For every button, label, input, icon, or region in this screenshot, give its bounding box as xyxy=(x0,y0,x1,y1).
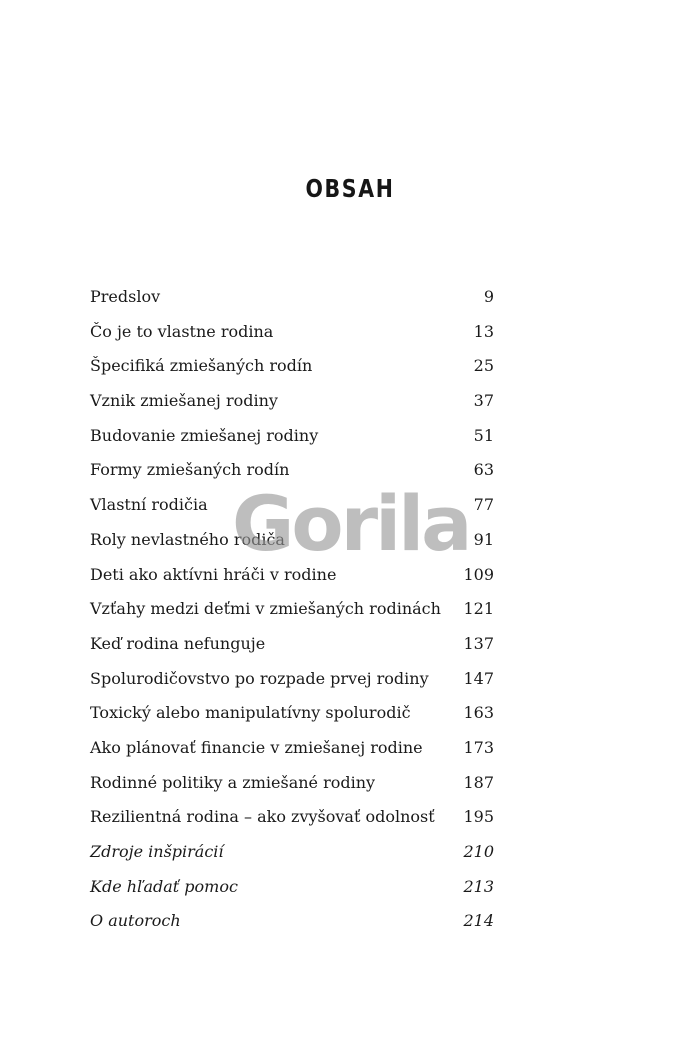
toc-entry-page: 109 xyxy=(463,564,494,584)
toc-entry-title: Zdroje inšpirácií xyxy=(90,842,224,861)
toc-entry xyxy=(90,665,494,700)
page-heading: OBSAH xyxy=(305,174,395,203)
toc-entry xyxy=(90,561,494,596)
toc-entry xyxy=(90,630,494,665)
toc-entry-title: Ako plánovať financie v zmiešanej rodine xyxy=(90,737,423,757)
toc-entry-page: 9 xyxy=(483,287,494,306)
toc-entry-page: 51 xyxy=(473,425,494,445)
toc-entry-page: 63 xyxy=(473,460,494,480)
toc-entry-title: Deti ako aktívni hráči v rodine xyxy=(90,564,337,584)
toc-entry-title: Keď rodina nefunguje xyxy=(90,633,266,653)
toc-entry xyxy=(90,699,494,734)
toc-entry xyxy=(90,838,494,873)
toc-entry-title: Rezilientná rodina – ako zvyšovať odolnosť xyxy=(90,807,435,827)
toc-entry-page: 187 xyxy=(463,772,494,792)
toc-entry-title: Predslov xyxy=(90,287,161,306)
toc-entry xyxy=(90,526,494,561)
toc-entry xyxy=(90,318,494,353)
toc-entry-page: 37 xyxy=(473,391,494,411)
toc-entry-title: Budovanie zmiešanej rodiny xyxy=(90,425,319,445)
toc-entry xyxy=(90,769,494,804)
toc-entry-page: 91 xyxy=(473,529,494,549)
toc-entry-title: Vzťahy medzi deťmi v zmiešaných rodinách xyxy=(90,599,441,619)
toc-entry-page: 213 xyxy=(463,876,494,896)
toc-entry xyxy=(90,907,494,942)
toc-entry-title: Roly nevlastného rodiča xyxy=(90,529,285,549)
toc-entry-page: 13 xyxy=(473,321,494,341)
toc-entry-page: 77 xyxy=(473,495,494,515)
toc-entry xyxy=(90,595,494,630)
watermark-logo: Gorila xyxy=(232,479,470,568)
toc-entry-title: O autoroch xyxy=(90,911,181,931)
toc-entry-page: 163 xyxy=(463,703,494,723)
table-of-contents xyxy=(90,283,494,942)
toc-entry-title: Čo je to vlastne rodina xyxy=(90,321,274,341)
toc-entry xyxy=(90,491,494,526)
toc-entry-page: 147 xyxy=(463,668,494,688)
toc-entry-title: Vznik zmiešanej rodiny xyxy=(90,391,278,411)
toc-entry-page: 25 xyxy=(473,356,494,376)
toc-entry xyxy=(90,803,494,838)
toc-entry xyxy=(90,422,494,457)
toc-entry-title: Kde hľadať pomoc xyxy=(90,876,238,896)
toc-entry-title: Rodinné politiky a zmiešané rodiny xyxy=(90,772,376,792)
toc-entry-page: 121 xyxy=(463,599,494,619)
toc-entry-page: 210 xyxy=(463,842,494,861)
toc-entry-page: 214 xyxy=(463,911,494,931)
toc-entry-title: Spolurodičovstvo po rozpade prvej rodiny xyxy=(90,668,429,688)
toc-entry-page: 173 xyxy=(463,737,494,757)
toc-entry xyxy=(90,734,494,769)
toc-entry-page: 137 xyxy=(463,633,494,653)
toc-entry-page: 195 xyxy=(463,807,494,827)
toc-entry xyxy=(90,873,494,908)
toc-entry xyxy=(90,352,494,387)
toc-entry xyxy=(90,283,494,318)
toc-entry-title: Toxický alebo manipulatívny spolurodič xyxy=(90,703,411,723)
toc-entry-title: Vlastní rodičia xyxy=(90,495,208,515)
toc-entry xyxy=(90,387,494,422)
toc-entry-title: Formy zmiešaných rodín xyxy=(90,460,290,480)
toc-entry-title: Špecifiká zmiešaných rodín xyxy=(90,356,313,376)
toc-entry xyxy=(90,456,494,491)
